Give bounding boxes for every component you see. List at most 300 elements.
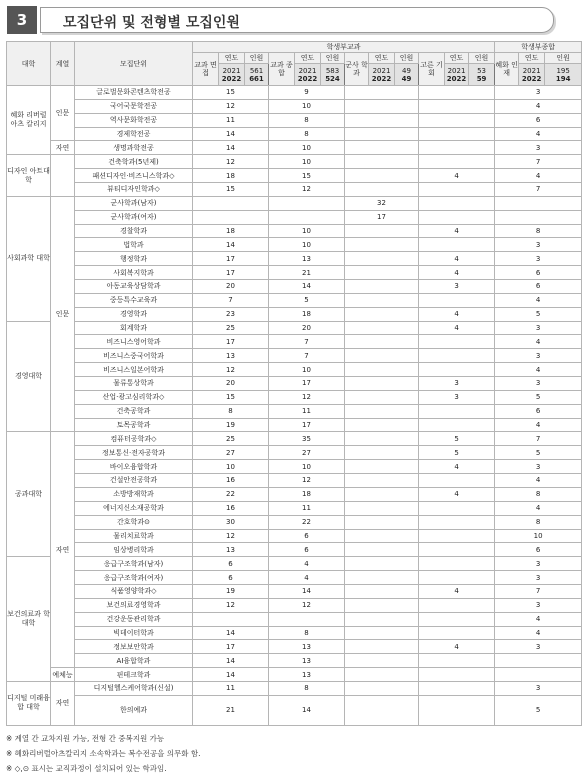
hyehwa-talent-cell: 6 xyxy=(495,404,582,418)
military-cell xyxy=(345,557,419,571)
equal-opportunity-cell xyxy=(419,543,495,557)
equal-opportunity-cell xyxy=(419,418,495,432)
equal-opportunity-cell xyxy=(419,612,495,626)
subject-interview-cell: 13 xyxy=(193,349,269,363)
equal-opportunity-cell xyxy=(419,668,495,682)
unit-cell: 행정학과 xyxy=(75,252,193,266)
year-prev: 2021 xyxy=(447,66,466,75)
table-row xyxy=(7,460,582,474)
footnotes xyxy=(6,731,200,776)
subject-general-cell: 35 xyxy=(269,432,345,446)
label-count: 인원 xyxy=(395,53,419,64)
table-row xyxy=(7,169,582,183)
subject-interview-cell: 15 xyxy=(193,183,269,197)
table-row xyxy=(7,183,582,197)
military-cell xyxy=(345,99,419,113)
military-cell xyxy=(345,432,419,446)
unit-cell: 경영학과 xyxy=(75,307,193,321)
count-curr: 661 xyxy=(249,74,264,83)
table-row xyxy=(7,349,582,363)
equal-opportunity-cell xyxy=(419,571,495,585)
unit-cell: 경찰학과 xyxy=(75,224,193,238)
table-row xyxy=(7,598,582,612)
military-cell xyxy=(345,86,419,100)
hyehwa-talent-cell: 3 xyxy=(495,460,582,474)
hyehwa-talent-cell: 3 xyxy=(495,557,582,571)
table-row xyxy=(7,418,582,432)
subject-general-cell: 7 xyxy=(269,349,345,363)
equal-opportunity-cell: 3 xyxy=(419,280,495,294)
track-cell: 자연 xyxy=(51,681,75,725)
equal-opportunity-cell: 4 xyxy=(419,169,495,183)
hyehwa-talent-cell: 4 xyxy=(495,293,582,307)
count-curr: 194 xyxy=(555,74,571,83)
equal-opportunity-cell xyxy=(419,155,495,169)
subject-general-cell xyxy=(269,210,345,224)
year-prev: 2021 xyxy=(222,66,241,75)
hyehwa-talent-cell: 3 xyxy=(495,377,582,391)
subject-interview-cell xyxy=(193,210,269,224)
equal-opportunity-cell: 4 xyxy=(419,584,495,598)
table-row xyxy=(7,196,582,210)
subject-interview-cell: 14 xyxy=(193,668,269,682)
hyehwa-talent-cell: 3 xyxy=(495,349,582,363)
subject-interview-cell: 14 xyxy=(193,654,269,668)
equal-opportunity-cell xyxy=(419,210,495,224)
section-title-box xyxy=(40,7,554,33)
unit-cell: 법학과 xyxy=(75,238,193,252)
equal-opportunity-cell xyxy=(419,695,495,725)
subject-interview-cell: 27 xyxy=(193,446,269,460)
unit-cell: 디지털헬스케어학과(신설) xyxy=(75,681,193,695)
unit-cell: 컴퓨터공학과◇ xyxy=(75,432,193,446)
year-cell xyxy=(445,64,469,86)
military-cell xyxy=(345,238,419,252)
equal-opportunity-cell: 5 xyxy=(419,446,495,460)
track-cell: 인문 xyxy=(51,196,75,432)
section-number: 3 xyxy=(7,6,37,34)
track-cell: 자연 xyxy=(51,432,75,668)
section-header xyxy=(7,6,556,34)
subject-general-cell: 10 xyxy=(269,224,345,238)
equal-opportunity-cell xyxy=(419,127,495,141)
table-row xyxy=(7,210,582,224)
quota-table xyxy=(6,41,582,726)
subject-interview-cell: 12 xyxy=(193,155,269,169)
subject-interview-cell xyxy=(193,612,269,626)
unit-cell: 아동교육상담학과 xyxy=(75,280,193,294)
table-row xyxy=(7,224,582,238)
equal-opportunity-cell xyxy=(419,335,495,349)
hyehwa-talent-cell xyxy=(495,210,582,224)
subject-general-cell xyxy=(269,196,345,210)
military-cell xyxy=(345,335,419,349)
table-row xyxy=(7,515,582,529)
label-year: 연도 xyxy=(219,53,245,64)
hyehwa-talent-cell: 3 xyxy=(495,86,582,100)
table-row xyxy=(7,266,582,280)
military-cell xyxy=(345,626,419,640)
table-row xyxy=(7,404,582,418)
hyehwa-talent-cell: 4 xyxy=(495,626,582,640)
subject-general-cell: 17 xyxy=(269,377,345,391)
label-year: 연도 xyxy=(295,53,321,64)
subject-interview-cell: 12 xyxy=(193,529,269,543)
military-cell xyxy=(345,390,419,404)
group-comprehensive-header: 학생부종합 xyxy=(495,42,582,53)
hyehwa-talent-cell: 3 xyxy=(495,252,582,266)
subject-interview-cell: 22 xyxy=(193,487,269,501)
college-cell: 디지털 미래융합 대학 xyxy=(7,681,51,725)
military-cell xyxy=(345,668,419,682)
hyehwa-talent-cell: 4 xyxy=(495,418,582,432)
hyehwa-talent-cell: 7 xyxy=(495,584,582,598)
military-cell xyxy=(345,307,419,321)
count-curr: 524 xyxy=(325,74,340,83)
count-cell xyxy=(545,64,582,86)
year-prev: 2021 xyxy=(298,66,317,75)
military-cell xyxy=(345,515,419,529)
unit-cell: 응급구조학과(여자) xyxy=(75,571,193,585)
military-cell xyxy=(345,460,419,474)
military-cell xyxy=(345,377,419,391)
subject-interview-cell: 16 xyxy=(193,501,269,515)
col-unit-header: 모집단위 xyxy=(75,42,193,86)
count-curr: 59 xyxy=(476,74,487,83)
subject-general-cell: 10 xyxy=(269,141,345,155)
subject-interview-cell: 19 xyxy=(193,418,269,432)
subject-general-cell: 21 xyxy=(269,266,345,280)
military-cell xyxy=(345,418,419,432)
equal-opportunity-cell: 4 xyxy=(419,487,495,501)
subject-interview-cell: 17 xyxy=(193,335,269,349)
unit-cell: 핀테크학과 xyxy=(75,668,193,682)
unit-cell: 군사학과(남자) xyxy=(75,196,193,210)
subject-general-cell: 12 xyxy=(269,183,345,197)
unit-cell: 정보통신·전자공학과 xyxy=(75,446,193,460)
hyehwa-talent-cell: 3 xyxy=(495,640,582,654)
unit-cell: 물리치료학과 xyxy=(75,529,193,543)
subject-interview-cell xyxy=(193,196,269,210)
military-cell xyxy=(345,446,419,460)
military-cell xyxy=(345,363,419,377)
subject-general-cell: 13 xyxy=(269,668,345,682)
subject-general-cell: 20 xyxy=(269,321,345,335)
military-cell xyxy=(345,141,419,155)
count-curr: 49 xyxy=(401,74,412,83)
hyehwa-talent-cell xyxy=(495,654,582,668)
sub-hyehwa-talent: 혜화 인재 xyxy=(495,53,519,86)
count-cell xyxy=(245,64,269,86)
subject-general-cell: 13 xyxy=(269,654,345,668)
subject-general-cell: 9 xyxy=(269,86,345,100)
military-cell xyxy=(345,280,419,294)
sub-subject-interview: 교과 면접 xyxy=(193,53,219,86)
sub-military: 군사 학과 xyxy=(345,53,369,86)
unit-cell: 건축공학과 xyxy=(75,404,193,418)
hyehwa-talent-cell: 4 xyxy=(495,474,582,488)
col-university-header: 대학 xyxy=(7,42,51,86)
subject-interview-cell: 18 xyxy=(193,169,269,183)
subject-interview-cell: 6 xyxy=(193,571,269,585)
subject-general-cell: 10 xyxy=(269,238,345,252)
unit-cell: 사회복지학과 xyxy=(75,266,193,280)
table-row xyxy=(7,695,582,725)
subject-general-cell: 10 xyxy=(269,363,345,377)
table-row xyxy=(7,321,582,335)
hyehwa-talent-cell: 4 xyxy=(495,363,582,377)
military-cell xyxy=(345,529,419,543)
count-prev: 49 xyxy=(402,66,411,75)
unit-cell: 산업·광고심리학과◇ xyxy=(75,390,193,404)
hyehwa-talent-cell: 5 xyxy=(495,695,582,725)
count-prev: 195 xyxy=(556,66,570,75)
subject-general-cell: 27 xyxy=(269,446,345,460)
subject-interview-cell: 25 xyxy=(193,432,269,446)
subject-interview-cell: 14 xyxy=(193,626,269,640)
table-row xyxy=(7,668,582,682)
equal-opportunity-cell: 3 xyxy=(419,377,495,391)
year-cell xyxy=(295,64,321,86)
table-row xyxy=(7,432,582,446)
subject-interview-cell: 17 xyxy=(193,252,269,266)
military-cell xyxy=(345,252,419,266)
military-cell xyxy=(345,584,419,598)
label-year: 연도 xyxy=(445,53,469,64)
hyehwa-talent-cell: 8 xyxy=(495,515,582,529)
subject-general-cell: 15 xyxy=(269,169,345,183)
table-row xyxy=(7,501,582,515)
military-cell xyxy=(345,224,419,238)
hyehwa-talent-cell: 8 xyxy=(495,487,582,501)
subject-general-cell: 10 xyxy=(269,155,345,169)
equal-opportunity-cell: 4 xyxy=(419,224,495,238)
label-year: 연도 xyxy=(369,53,395,64)
subject-general-cell: 11 xyxy=(269,404,345,418)
military-cell xyxy=(345,654,419,668)
hyehwa-talent-cell: 7 xyxy=(495,183,582,197)
subject-general-cell: 10 xyxy=(269,99,345,113)
military-cell xyxy=(345,293,419,307)
subject-interview-cell: 25 xyxy=(193,321,269,335)
equal-opportunity-cell: 4 xyxy=(419,460,495,474)
equal-opportunity-cell: 4 xyxy=(419,307,495,321)
equal-opportunity-cell xyxy=(419,626,495,640)
subject-general-cell: 4 xyxy=(269,557,345,571)
equal-opportunity-cell xyxy=(419,404,495,418)
hyehwa-talent-cell: 8 xyxy=(495,224,582,238)
hyehwa-talent-cell: 6 xyxy=(495,543,582,557)
equal-opportunity-cell xyxy=(419,681,495,695)
track-cell: 인문 xyxy=(51,86,75,141)
unit-cell: 식품영양학과◇ xyxy=(75,584,193,598)
equal-opportunity-cell xyxy=(419,86,495,100)
military-cell xyxy=(345,169,419,183)
year-curr: 2022 xyxy=(371,74,392,83)
subject-general-cell: 10 xyxy=(269,460,345,474)
subject-general-cell: 11 xyxy=(269,501,345,515)
equal-opportunity-cell xyxy=(419,557,495,571)
military-cell xyxy=(345,598,419,612)
subject-interview-cell: 11 xyxy=(193,113,269,127)
subject-interview-cell: 8 xyxy=(193,404,269,418)
sub-equal-opportunity: 고른 기회 xyxy=(419,53,445,86)
hyehwa-talent-cell: 5 xyxy=(495,307,582,321)
unit-cell: 군사학과(여자) xyxy=(75,210,193,224)
subject-interview-cell: 12 xyxy=(193,99,269,113)
subject-interview-cell: 13 xyxy=(193,543,269,557)
unit-cell: 한의예과 xyxy=(75,695,193,725)
hyehwa-talent-cell: 6 xyxy=(495,266,582,280)
military-cell xyxy=(345,695,419,725)
unit-cell: 응급구조학과(남자) xyxy=(75,557,193,571)
subject-general-cell: 7 xyxy=(269,335,345,349)
track-cell: 예체능 xyxy=(51,668,75,682)
equal-opportunity-cell xyxy=(419,363,495,377)
year-curr: 2022 xyxy=(446,74,467,83)
unit-cell: 뷰티디자인학과◇ xyxy=(75,183,193,197)
subject-interview-cell: 30 xyxy=(193,515,269,529)
label-year: 연도 xyxy=(519,53,545,64)
hyehwa-talent-cell xyxy=(495,196,582,210)
subject-general-cell: 6 xyxy=(269,529,345,543)
military-cell xyxy=(345,321,419,335)
table-row xyxy=(7,529,582,543)
subject-general-cell: 4 xyxy=(269,571,345,585)
table-row xyxy=(7,307,582,321)
college-cell: 공과대학 xyxy=(7,432,51,557)
military-cell xyxy=(345,501,419,515)
subject-general-cell: 12 xyxy=(269,474,345,488)
subject-interview-cell: 20 xyxy=(193,377,269,391)
unit-cell: 중등특수교육과 xyxy=(75,293,193,307)
sub-subject-general: 교과 종합 xyxy=(269,53,295,86)
equal-opportunity-cell xyxy=(419,529,495,543)
footnote: ※ 계열 간 교차지원 가능, 전형 간 중복지원 가능 xyxy=(6,734,165,743)
hyehwa-talent-cell xyxy=(495,668,582,682)
subject-interview-cell: 11 xyxy=(193,681,269,695)
equal-opportunity-cell xyxy=(419,238,495,252)
table-row xyxy=(7,113,582,127)
subject-general-cell: 18 xyxy=(269,487,345,501)
table-row xyxy=(7,155,582,169)
equal-opportunity-cell xyxy=(419,99,495,113)
hyehwa-talent-cell: 7 xyxy=(495,155,582,169)
subject-general-cell: 5 xyxy=(269,293,345,307)
subject-interview-cell: 21 xyxy=(193,695,269,725)
military-cell: 32 xyxy=(345,196,419,210)
count-cell xyxy=(395,64,419,86)
subject-interview-cell: 20 xyxy=(193,280,269,294)
subject-interview-cell: 19 xyxy=(193,584,269,598)
unit-cell: 간호학과⊙ xyxy=(75,515,193,529)
subject-general-cell: 14 xyxy=(269,584,345,598)
count-prev: 583 xyxy=(325,66,340,75)
unit-cell: 역사문화학전공 xyxy=(75,113,193,127)
quota-table-body xyxy=(7,86,582,726)
table-row xyxy=(7,363,582,377)
equal-opportunity-cell xyxy=(419,196,495,210)
military-cell xyxy=(345,183,419,197)
year-prev: 2021 xyxy=(522,66,541,75)
table-row xyxy=(7,280,582,294)
hyehwa-talent-cell: 3 xyxy=(495,321,582,335)
subject-interview-cell: 17 xyxy=(193,266,269,280)
unit-cell: 비즈니스중국어학과 xyxy=(75,349,193,363)
subject-interview-cell: 14 xyxy=(193,141,269,155)
equal-opportunity-cell xyxy=(419,501,495,515)
hyehwa-talent-cell: 7 xyxy=(495,432,582,446)
military-cell xyxy=(345,404,419,418)
hyehwa-talent-cell: 4 xyxy=(495,612,582,626)
subject-general-cell: 14 xyxy=(269,695,345,725)
subject-general-cell: 13 xyxy=(269,252,345,266)
subject-general-cell xyxy=(269,612,345,626)
table-row xyxy=(7,626,582,640)
military-cell xyxy=(345,571,419,585)
equal-opportunity-cell xyxy=(419,654,495,668)
footnote: ※ ◇,⊙ 표시는 교직과정이 설치되어 있는 학과임. xyxy=(6,764,167,773)
label-count: 인원 xyxy=(469,53,495,64)
military-cell xyxy=(345,487,419,501)
count-cell xyxy=(321,64,345,86)
military-cell xyxy=(345,681,419,695)
track-cell xyxy=(51,155,75,197)
college-cell: 보건의료과 학대학 xyxy=(7,557,51,682)
subject-general-cell: 8 xyxy=(269,127,345,141)
hyehwa-talent-cell: 3 xyxy=(495,681,582,695)
label-count: 인원 xyxy=(321,53,345,64)
unit-cell: 빅데이터학과 xyxy=(75,626,193,640)
unit-cell: 임상병리학과 xyxy=(75,543,193,557)
footnote: ※ 혜화리버럴아츠칼리지 소속학과는 복수전공을 의무화 함. xyxy=(6,749,201,758)
table-row xyxy=(7,487,582,501)
college-cell: 혜화 리버럴 아츠 칼리지 xyxy=(7,86,51,155)
hyehwa-talent-cell: 3 xyxy=(495,571,582,585)
hyehwa-talent-cell: 3 xyxy=(495,141,582,155)
subject-general-cell: 12 xyxy=(269,598,345,612)
hyehwa-talent-cell: 6 xyxy=(495,280,582,294)
hyehwa-talent-cell: 3 xyxy=(495,238,582,252)
unit-cell: 비즈니스일본어학과 xyxy=(75,363,193,377)
equal-opportunity-cell xyxy=(419,515,495,529)
unit-cell: 건설안전공학과 xyxy=(75,474,193,488)
hyehwa-talent-cell: 4 xyxy=(495,99,582,113)
subject-interview-cell: 18 xyxy=(193,224,269,238)
unit-cell: 보건의료경영학과 xyxy=(75,598,193,612)
equal-opportunity-cell xyxy=(419,474,495,488)
equal-opportunity-cell: 4 xyxy=(419,321,495,335)
year-curr: 2022 xyxy=(297,74,318,83)
year-curr: 2022 xyxy=(521,74,542,83)
table-row xyxy=(7,252,582,266)
count-prev: 53 xyxy=(477,66,487,75)
equal-opportunity-cell xyxy=(419,293,495,307)
subject-general-cell: 22 xyxy=(269,515,345,529)
table-row xyxy=(7,86,582,100)
college-cell: 경영대학 xyxy=(7,321,51,432)
subject-interview-cell: 12 xyxy=(193,363,269,377)
unit-cell: 정보보안학과 xyxy=(75,640,193,654)
hyehwa-talent-cell: 5 xyxy=(495,390,582,404)
hyehwa-talent-cell: 5 xyxy=(495,446,582,460)
subject-interview-cell: 15 xyxy=(193,86,269,100)
table-row xyxy=(7,446,582,460)
table-row xyxy=(7,584,582,598)
subject-general-cell: 6 xyxy=(269,543,345,557)
subject-interview-cell: 6 xyxy=(193,557,269,571)
equal-opportunity-cell: 3 xyxy=(419,390,495,404)
